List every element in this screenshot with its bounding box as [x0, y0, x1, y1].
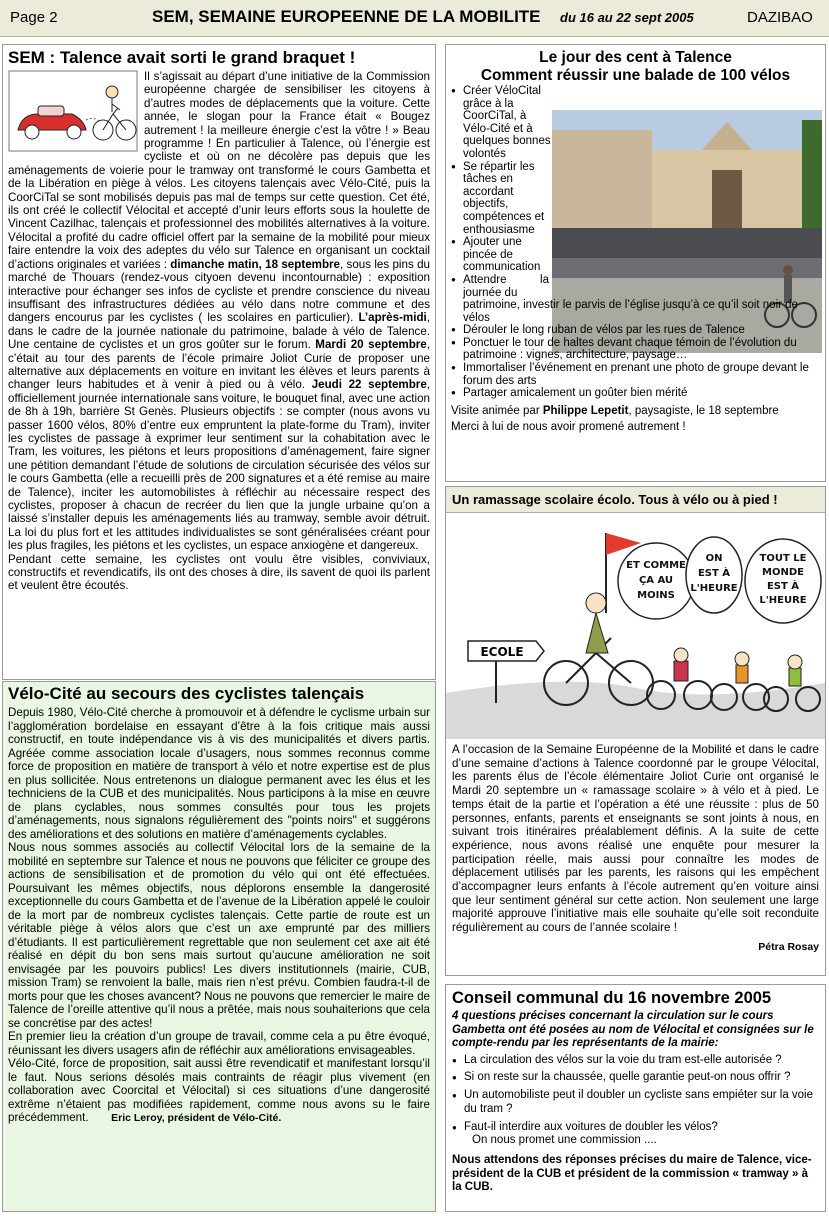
article-title-band — [446, 487, 825, 513]
bubble-text: MONDE — [762, 567, 804, 578]
answer-text: On nous promet une commission .... — [472, 1134, 657, 1147]
bubble-text: EST À — [697, 568, 731, 579]
list-item: ● Partager amicalement un goûter bien mérité — [451, 387, 820, 400]
article-body — [446, 739, 825, 955]
article-ramassage — [445, 486, 826, 976]
car-cartoon-illustration — [8, 70, 138, 152]
article-paragraph: A l’occasion de la Semaine Européenne de la Mobilité et dans le cadre d’une semaine d’actions à Talence coordonné par le groupe Vélocital, les parents élus de l’école élémentaire Joliot Curie ont organisé le Mardi 20 septembre un « ramassage scolaire » à vélo et à pied. Le temps était de la partie et l’opération a été une réussite : plus de 50 personnes, enfants, parents et enseignants se sont joints à nous, en suivant trois itinéraires préalablement définis. A la suite de cette expérience, nous avons réalisé une enquête pour mesurer la participation réelle, mais aussi pour connaître les modes de déplacement utilisés par les parents, les raisons qui les empêchent d’accompagner leurs enfants à l’école autrement qu’en voiture ainsi que leur sentiment général sur cette action. Non seulement une large majorité approuve l’initiative mais elle souhaite qu’elle soit reconduite régulièrement au cours de l’année scolaire ! — [452, 743, 819, 935]
article-paragraph: Depuis 1980, Vélo-Cité cherche à promouvoir et à défendre le cyclisme urbain sur l’agglomération bordelaise en essayant d’être à la fois critique mais aussi constructif, en toute indépendance vis à vis des municipalités et divers partis. Agréée comme association locale d’usagers, nous sommes reconnus comme force de proposition en matière de transport à vélo et notre expertise est de plus en plus sollicitée. Nous entretenons un dialogue permanent avec les élus et les techniciens de la CUB et des municipalités. Nous participons à la mise en œuvre de plans cyclables, nous sommes consultés pour tous les projets d’aménagements, nous signalons régulièrement des "points noirs" et suggérons des améliorations et des solutions en matière d’aménagements cyclables. — [8, 706, 430, 841]
header-title: SEM, SEMAINE EUROPEENNE DE LA MOBILITE — [152, 7, 541, 26]
tips-list-continued — [451, 299, 820, 400]
bubble-text: ON — [705, 553, 723, 564]
article-velo-cite — [2, 681, 436, 1212]
list-item: ● Se répartir les tâches en accordant objectifs, compétences et enthousiasme — [451, 161, 555, 237]
article-signature: Pétra Rosay — [758, 940, 819, 953]
article-conseil — [445, 984, 826, 1212]
school-cyclists-cartoon — [446, 513, 825, 739]
header-section: DAZIBAO — [747, 9, 813, 26]
article-title: Un ramassage scolaire écolo. Tous à vélo ou à pied ! — [452, 492, 778, 507]
bubble-text: EST À — [766, 581, 800, 592]
list-item: ● Attendre la journée du — [451, 274, 549, 299]
article-title: SEM : Talence avait sorti le grand braquet ! — [8, 48, 356, 67]
article-balade — [445, 44, 826, 482]
list-item: ● Un automobiliste peut il doubler un cycliste sans empiéter sur la voie du tram ? — [452, 1089, 819, 1117]
list-item: ● Ponctuer le tour de haltes devant chaque témoin de l’évolution du patrimoine : vignes, architecture, paysage… — [451, 337, 820, 362]
article-subtitle: Comment réussir une balade de 100 vélos — [480, 67, 791, 84]
bubble-text: MOINS — [637, 590, 675, 601]
article-thanks: Merci à lui de nous avoir promené autrement ! — [451, 420, 686, 433]
header-dates: du 16 au 22 sept 2005 — [560, 10, 694, 25]
article-paragraph: En premier lieu la création d’un groupe de travail, comme cela a pu être évoqué, réunissant les divers usagers afin de réfléchir aux améliorations envisageables. — [8, 1030, 430, 1057]
article-title: Vélo-Cité au secours des cyclistes talençais — [8, 684, 365, 703]
article-signature: Eric Leroy, président de Vélo-Cité. — [111, 1112, 282, 1124]
article-footnote: Visite animée par Philippe Lepetit, paysagiste, le 18 septembre — [451, 404, 779, 417]
article-title: Le jour des cent à Talence — [539, 49, 732, 66]
bubble-text: L'HEURE — [690, 583, 738, 594]
article-body — [8, 706, 430, 1126]
sign-text: ECOLE — [480, 645, 524, 659]
article-paragraph: Nous nous sommes associés au collectif Vélocital lors de la semaine de la mobilité en septembre sur Talence et nous ne pouvons que féliciter ce groupe des actions de sensibilisation et de promotion du vélo qui ont été effectuées. Poursuivant les mêmes objectifs, nous déplorons ensemble la dangerosité exceptionnelle du cours Gambetta et de l’avenue de la Libération appelé le couloir de la mort par de nombreux cyclistes talençais. Cette partie de route est un véritable piège à vélos alors que c’est un axe emprunté par des milliers d’étudiants. Il est particulièrement regrettable que non seulement cet axe ait été réalisé en dépit du bon sens mais surtout qu’aucune amélioration ne soit envisagée par les pouvoirs publics! Les divers institutionnels (mairie, CUB, mission Tram) se renvoient la balle, mais rien n’est prévu. Combien faudra-t-il de morts pour que les choses avancent? Nous ne pouvons que remercier le maire de Talence de l’oreille attentive qu’il nous a prêtée, mais nous souhaiterions que cela se concrétise par des actes! — [8, 841, 430, 1030]
list-item: ● Créer VéloCital grâce à la CoorCiTal, à Vélo-Cité et à quelques bonnes volontés — [451, 85, 555, 161]
bubble-text: TOUT LE — [759, 553, 807, 564]
article-paragraph: Pendant cette semaine, les cyclistes ont voulu être visibles, conviviaux, constructifs et revendicatifs, ils ont des choses à dire, ils savent de quoi ils parlent et veulent être écoutés. — [8, 552, 430, 593]
bubble-text: L'HEURE — [759, 595, 807, 606]
article-body: Il s’agissait au départ d’une initiative de la Commission européenne chargée de sensibiliser les citoyens à d’autres modes de déplacements que la voiture. Cette année, le slogan pour la France était « Bougez autrement ! la meilleure énergie c’est la vôtre ! » Beau programme ! En particulier à Talence, où l’énergie est cycliste et où on ne décolère pas depuis que les aménagements de voierie pour le tramway ont transformé le cours Gambetta et de la Libération en piège à vélos. Les citoyens talençais avec Vélo-Cité, puis la CoorCiTal se sont mobilisés depuis pas mal de temps sur cette question. Cet été, ils ont créé le collectif Vélocital et accepté d’unir leurs efforts sous la houlette de Vincent Cazilhac, talençais et professionnel des mobilités alternatives à la voiture. Vélocital a profité du cadre officiel offert par la semaine de la mobilité pour mieux faire entendre la voix des adeptes du vélo sur Talence en organisant un cocktail d’actions originales et variées : dimanche matin, 18 septembre, sous les pins du marché de Thouars (rendez-vous cityoen devenu incontournable) : exposition interactive pour échanger ses infos de cycliste et prendre conscience du niveau insuffisant des infrastructures dédiées au vélo dans notre commune et des dangers encourus par les cyclistes ( les scolaires en particulier). L’après-midi, dans le cadre de la journée nationale du patrimoine, balade à vélo de Talence. Une centaine de cyclistes et un gros goûter sur le forum. Mardi 20 septembre, c’était au tour des parents de l’école primaire Joliot Curie de proposer une alternative aux déplacements en voiture en invitant les élèves et leurs parents à changer leurs habitudes et à venir à pied ou à vélo. Jeudi 22 septembre, officiellement journée internationale sans voiture, le bouquet final, avec une action de 8h à 19h, barrière St Genès. Plusieurs objectifs : se compter (nous avons vu passer 1600 vélos, 80% d’entre eux empruntent la plate-forme du Tram), inviter les cyclistes de passage à exprimer leur sentiment sur la cohabitation avec le Tram, les voitures, les piétons et leurs propositions d’aménagement, faire signer une pétition demandant l’étude de solutions de circulation sécurisée des vélos sur le cours Gambetta (elle a recueilli près de 200 signatures et a été remise au maire de Talence), inciter les automobilistes à réfléchir au nécessaire respect des cyclistes, proposer à chacun de recréer du lien que la jungle urbaine qu’on a laissé s’installer depuis les aménagements liés au tramway, semble avoir détruit. La loi du plus fort et les attitudes individualistes se sont généralisées créant pour les plus fragiles, les piétons et les cyclistes, un espace anxiogène et dangereux. Pendant cette semaine, les cyclistes ont voulu être visibles, conviviaux, constructifs et revendicatifs, ils ont des choses à dire, ils savent de quoi ils parlent et veulent être écoutés. — [8, 70, 430, 593]
article-paragraph: Vélo-Cité, force de proposition, sait aussi être revendicatif et manifestant lorsqu’il le faut. Nous serions désolés mais contraints de réagir plus vivement (en collaboration avec Coorcital et Vélocital) si ces situations d’une dangerosité extrême n’étaient pas modifiées rapidement, comme nous avons su le faire précédemment. Eric Leroy, président de Vélo-Cité. — [8, 1057, 430, 1124]
article-title: Conseil communal du 16 novembre 2005 — [452, 989, 772, 1007]
bubble-text: ÇA AU — [638, 575, 674, 586]
list-item: ● Ajouter une pincée de communication — [451, 236, 555, 274]
page-header — [0, 0, 829, 37]
list-item-continuation: patrimoine, investir le parvis de l’église jusqu’à ce qu’il soit noir de vélos — [463, 299, 798, 324]
list-item: ● La circulation des vélos sur la voie du tram est-elle autorisée ? — [452, 1054, 819, 1068]
list-item: ● Dérouler le long ruban de vélos par les rues de Talence — [451, 324, 820, 337]
list-item: ● Faut-il interdire aux voitures de doubler les vélos? On nous promet une commission .... — [452, 1121, 819, 1149]
list-item: ● Si on reste sur la chaussée, quelle garantie peut-on nous offrir ? — [452, 1071, 819, 1085]
bubble-text: ET COMME — [626, 560, 686, 571]
list-item: ● Immortaliser l’événement en prenant une photo de groupe devant le forum des arts — [451, 362, 820, 387]
page-number: Page 2 — [10, 9, 58, 26]
article-intro: 4 questions précises concernant la circulation sur le cours Gambetta ont été posées au nom de Vélocital et consignées sur le compte-rendu par les représentants de la mairie: — [452, 1010, 814, 1049]
article-sem — [2, 44, 436, 680]
article-conclusion: Nous attendons des réponses précises du maire de Talence, vice-président de la CUB et président de la commission « tramway » à la CUB. — [452, 1154, 812, 1194]
questions-list — [452, 1054, 819, 1149]
